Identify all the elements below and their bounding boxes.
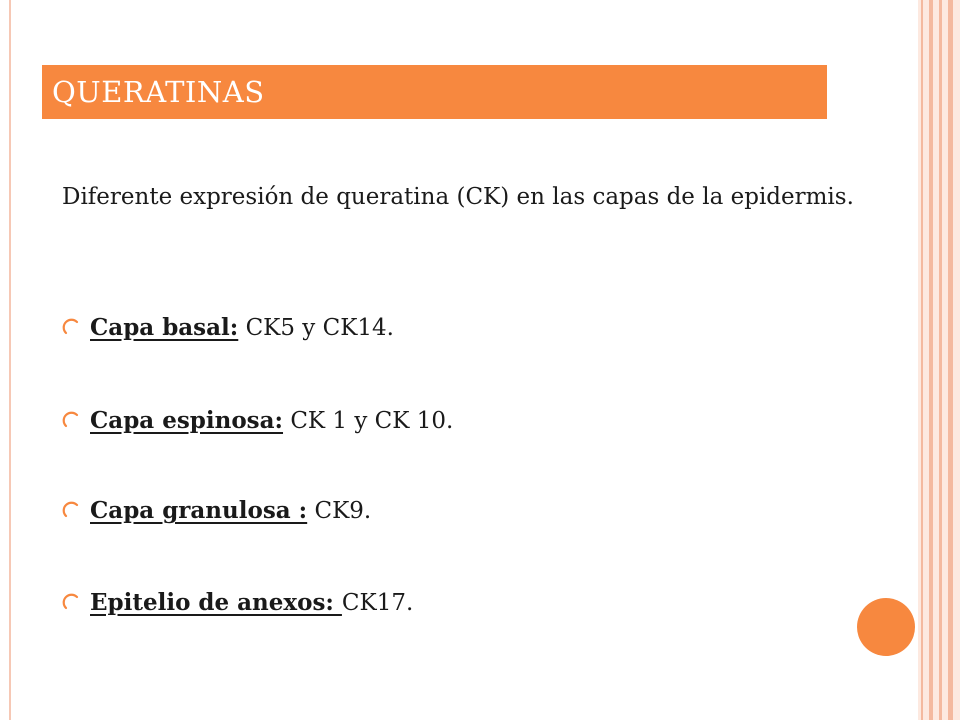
bullet-value: CK 1 y CK 10. xyxy=(283,408,454,434)
open-circle-bullet-icon xyxy=(62,411,82,431)
bullet-value: CK5 y CK14. xyxy=(238,315,394,341)
open-circle-bullet-icon xyxy=(62,318,82,338)
open-circle-bullet-icon xyxy=(62,501,82,521)
right-stripe xyxy=(929,0,933,720)
bullet-term: Capa espinosa: xyxy=(90,407,284,434)
bullet-value: CK17. xyxy=(341,590,414,616)
right-stripe xyxy=(948,0,953,720)
decorative-circle xyxy=(857,598,915,656)
bullet-value: CK9. xyxy=(307,498,372,524)
right-stripe xyxy=(939,0,942,720)
right-stripe xyxy=(921,0,923,720)
open-circle-bullet-icon xyxy=(62,593,82,613)
bullet-term: Capa granulosa : xyxy=(90,497,308,524)
left-border-line xyxy=(9,0,11,720)
intro-paragraph: Diferente expresión de queratina (CK) en las capas de la epidermis. xyxy=(62,184,854,210)
slide-title: QUERATINAS xyxy=(52,75,265,109)
bullet-term: Capa basal: xyxy=(90,314,239,341)
bullet-term: Epitelio de anexos: xyxy=(90,589,342,616)
